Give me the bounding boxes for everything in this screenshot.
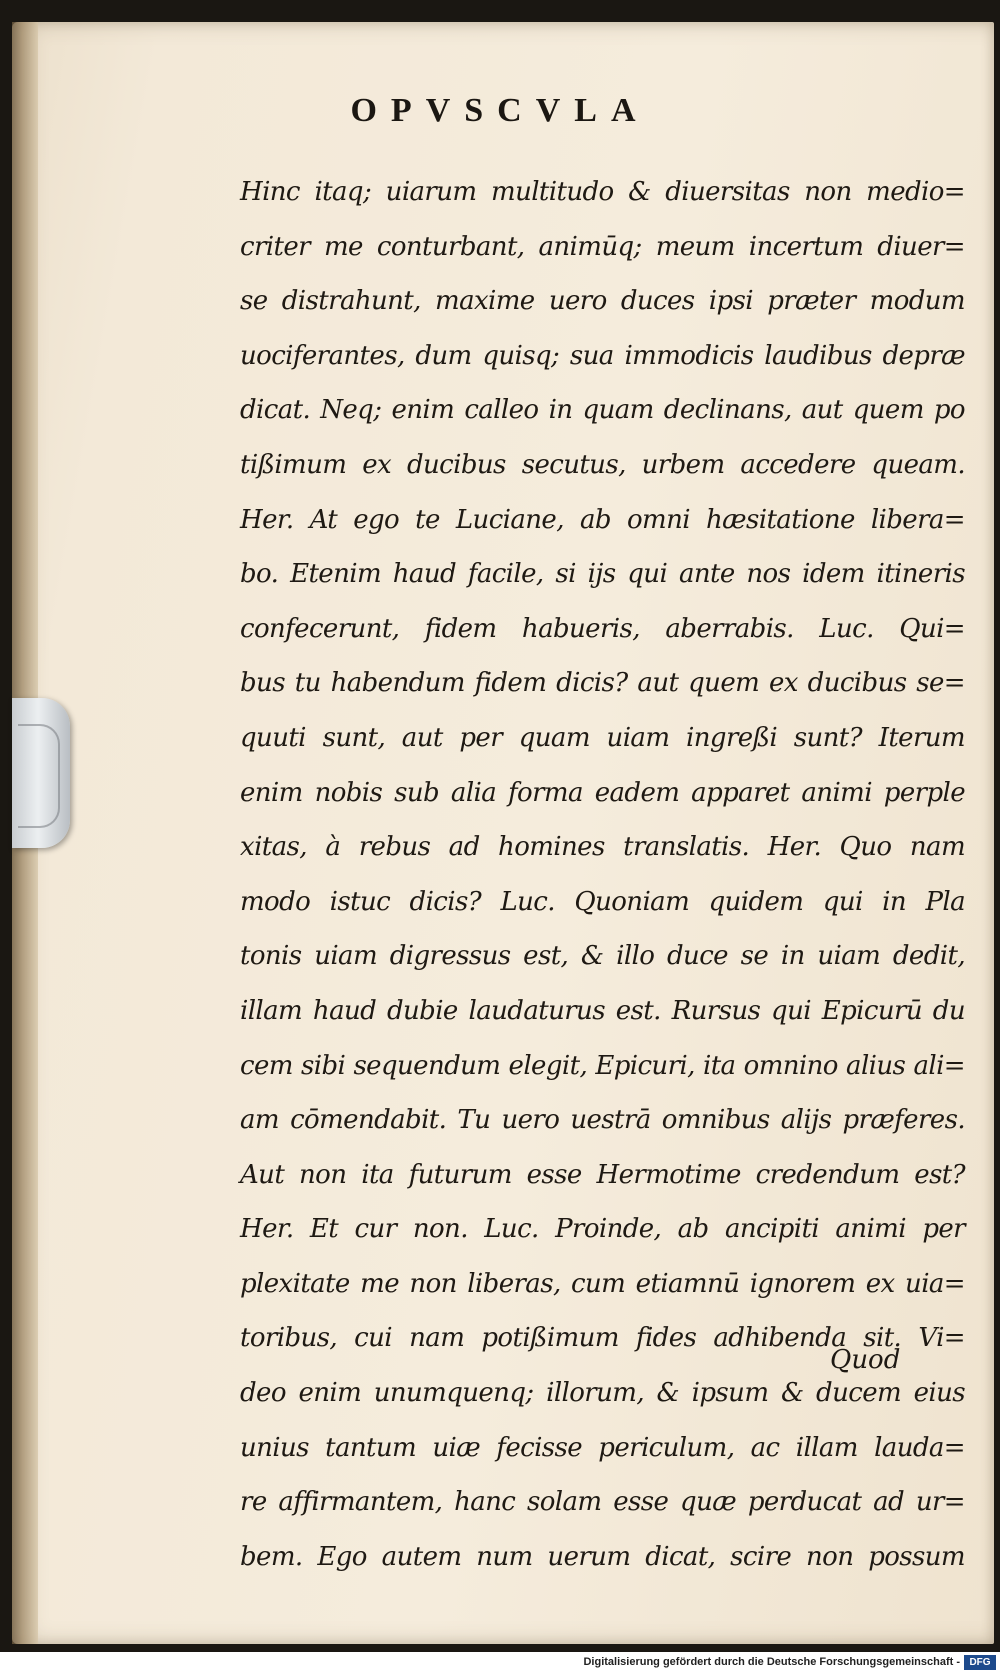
text-line: tißimum ex ducibus secutus, urbem accedere queam.	[240, 449, 965, 480]
text-line: cem sibi sequendum elegit, Epicuri, ita omnino alius ali=	[240, 1050, 965, 1081]
text-line: uociferantes, dum quisq; sua immodicis laudibus depræ	[240, 340, 965, 371]
text-line: illam haud dubie laudaturus est. Rursus qui Epicurū du	[240, 995, 965, 1026]
text-line: xitas, à rebus ad homines translatis. Her. Quo nam	[240, 832, 965, 863]
text-line: dicat. Neq; enim calleo in quam declinans, aut quem po	[240, 395, 965, 426]
text-line: quuti sunt, aut per quam uiam ingreßi sunt? Iterum	[240, 722, 965, 753]
text-line: re affirmantem, hanc solam esse quæ perducat ad ur=	[240, 1487, 965, 1518]
dfg-logo-icon[interactable]: DFG	[964, 1655, 996, 1670]
text-line: se distrahunt, maxime uero duces ipsi præter modum	[240, 286, 965, 317]
text-line: bus tu habendum fidem dicis? aut quem ex ducibus se=	[240, 668, 965, 699]
text-line: bem. Ego autem num uerum dicat, scire non possum	[240, 1541, 965, 1572]
catchword: Quod	[830, 1345, 901, 1375]
text-line: deo enim unumquenq; illorum, & ipsum & ducem eius	[240, 1378, 965, 1409]
page-clip	[12, 698, 70, 848]
page-clip-inner	[18, 724, 60, 828]
text-line: toribus, cui nam potißimum fides adhibenda sit. Vi=	[240, 1323, 965, 1354]
digitization-footer	[0, 1652, 1000, 1674]
text-line: bo. Etenim haud facile, si ijs qui ante nos idem itineris	[240, 559, 965, 590]
text-line: am cōmendabit. Tu uero uestrā omnibus alijs præferes.	[240, 1105, 965, 1136]
text-line: Hinc itaq; uiarum multitudo & diuersitas non medio=	[240, 177, 965, 207]
running-head: OPVSCVLA	[350, 92, 650, 129]
text-line: Aut non ita futurum esse Hermotime credendum est?	[240, 1159, 965, 1190]
text-line: tonis uiam digressus est, & illo duce se in uiam dedit,	[240, 941, 965, 972]
text-line: enim nobis sub alia forma eadem apparet animi perple	[240, 777, 965, 808]
text-line: Her. At ego te Luciane, ab omni hæsitatione libera=	[240, 504, 965, 535]
footer-credit: Digitalisierung gefördert durch die Deutsche Forschungsgemeinschaft -	[583, 1656, 960, 1668]
text-line: unius tantum uiæ fecisse periculum, ac illam lauda=	[240, 1432, 965, 1463]
text-line: criter me conturbant, animūq; meum incertum diuer=	[240, 231, 965, 262]
text-line: plexitate me non liberas, cum etiamnū ignorem ex uia=	[240, 1268, 965, 1299]
text-line: confecerunt, fidem habueris, aberrabis. Luc. Qui=	[240, 613, 965, 644]
text-line: Her. Et cur non. Luc. Proinde, ab ancipiti animi per	[240, 1214, 965, 1245]
text-line: modo istuc dicis? Luc. Quoniam quidem qui in Pla	[240, 886, 965, 917]
